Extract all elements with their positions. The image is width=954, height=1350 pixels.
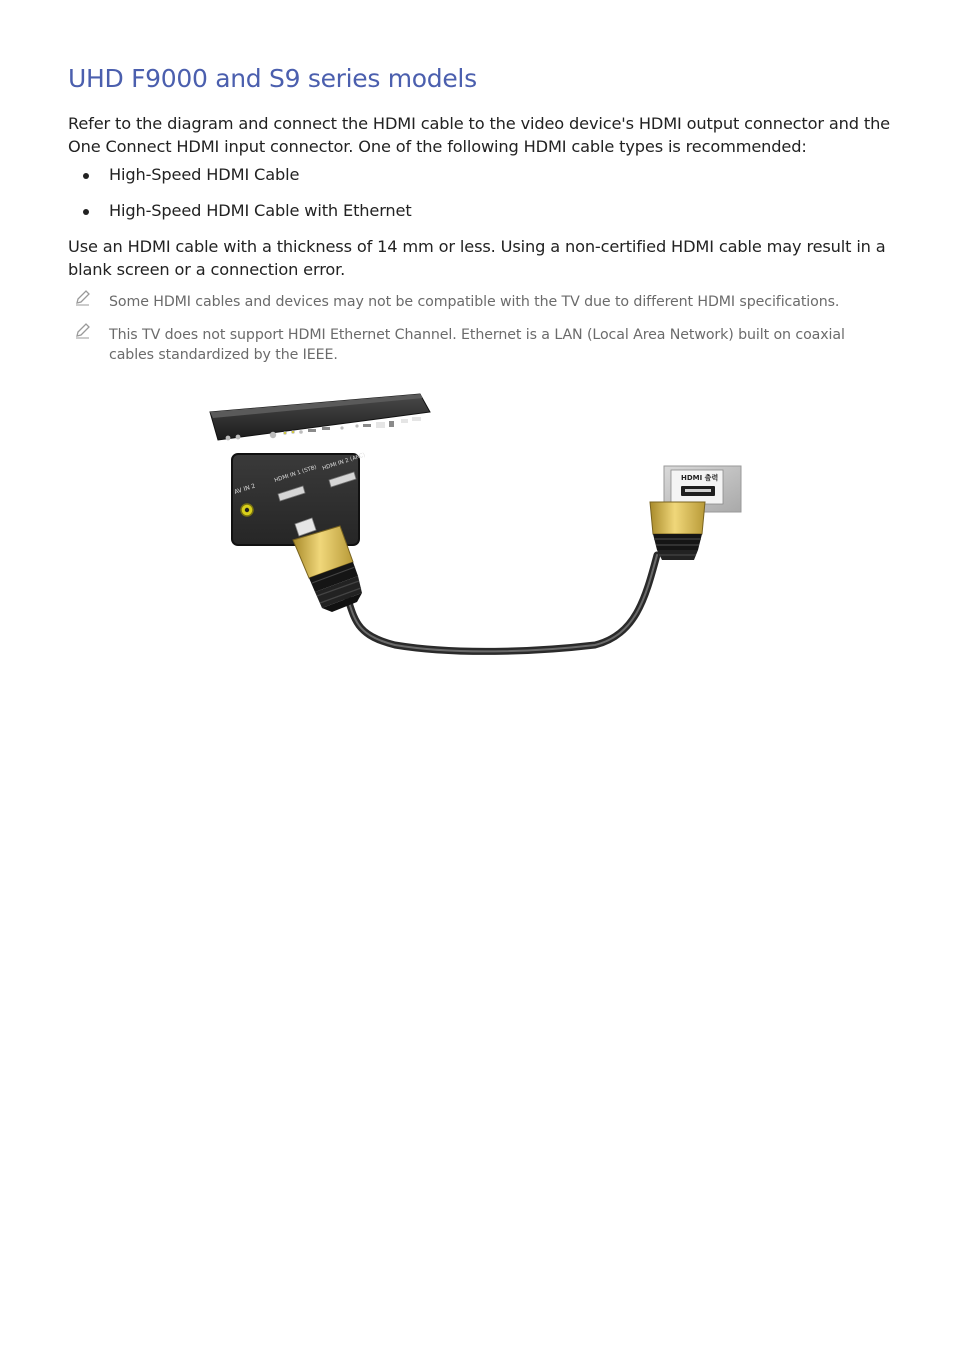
hdmi-cable xyxy=(345,555,657,651)
bullet-dot-icon xyxy=(83,173,89,179)
av-in-label: AV IN 2 xyxy=(233,482,257,496)
hdmi-out-label: HDMI 출력 xyxy=(681,474,719,482)
note-compatibility xyxy=(68,292,894,312)
hdmi-in2-label: HDMI IN 2 (ARC) xyxy=(321,452,367,472)
bullet-dot-icon xyxy=(83,209,89,215)
intro-paragraph: Refer to the diagram and connect the HDMI cable to the video device's HDMI output connector and the One Connect HDMI input connector. One of the following HDMI cable types is recommended: xyxy=(68,114,890,156)
note-text: Some HDMI cables and devices may not be compatible with the TV due to different HDMI specifications. xyxy=(109,294,840,310)
pencil-icon xyxy=(74,322,92,340)
hdmi-connector-right xyxy=(650,502,705,560)
connection-diagram-svg xyxy=(205,390,750,660)
manual-page xyxy=(68,62,894,365)
hdmi-in1-label: HDMI IN 1 (STB) xyxy=(273,464,318,484)
section-title: UHD F9000 and S9 series models xyxy=(68,64,477,93)
list-item-text: High-Speed HDMI Cable xyxy=(109,165,300,184)
pencil-icon xyxy=(74,289,92,307)
list-item-text: High-Speed HDMI Cable with Ethernet xyxy=(109,201,412,220)
connection-diagram xyxy=(205,390,750,660)
cable-type-list xyxy=(68,163,894,222)
list-item xyxy=(68,199,894,222)
list-item xyxy=(68,163,894,186)
note-text: This TV does not support HDMI Ethernet Channel. Ethernet is a LAN (Local Area Network) built on coaxial cables standardized by the IEEE. xyxy=(109,327,845,363)
note-ethernet xyxy=(68,325,894,365)
thickness-paragraph: Use an HDMI cable with a thickness of 14 mm or less. Using a non-certified HDMI cable may result in a blank screen or a connection error. xyxy=(68,237,886,279)
one-connect-box xyxy=(210,394,430,440)
